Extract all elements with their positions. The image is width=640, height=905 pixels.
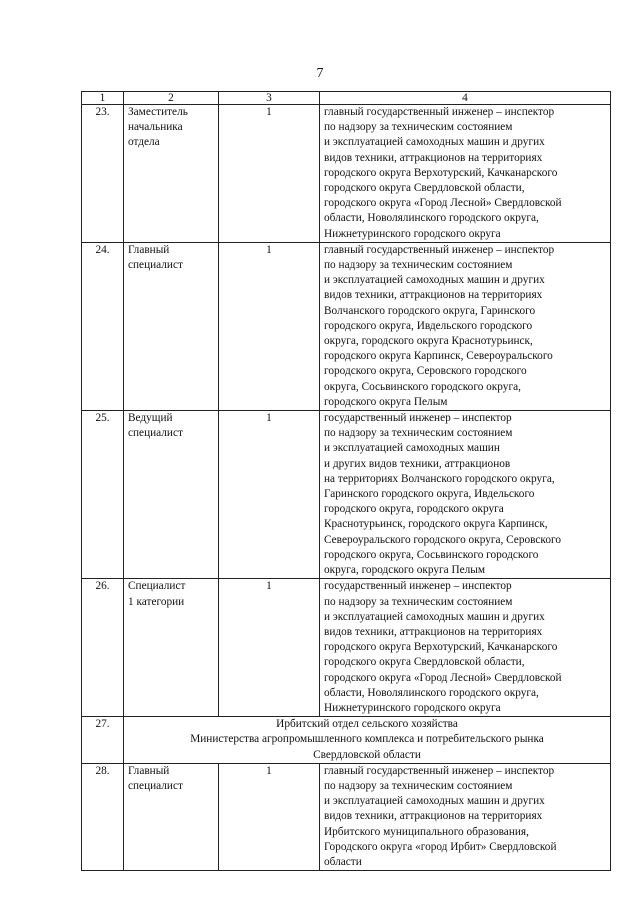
text-line: главный государственный инженер – инспектор <box>324 243 555 256</box>
text-line: округа, городского округа Краснотурьинск, <box>324 335 533 348</box>
header-cell: 3 <box>219 92 320 105</box>
position-title <box>124 763 219 870</box>
text-line: и эксплуатацией самоходных машин <box>324 442 500 455</box>
text-line: и эксплуатацией самоходных машин и других <box>324 795 545 808</box>
row-number: 23. <box>82 105 124 243</box>
text-line: по надзору за техническим состоянием <box>324 427 513 440</box>
text-line: Свердловской области <box>313 748 421 761</box>
position-count: 1 <box>219 242 320 410</box>
text-line: Городского округа «город Ирбит» Свердловской <box>324 840 557 853</box>
text-line: области <box>324 855 362 868</box>
text-line: специалист <box>128 779 183 792</box>
text-line: Нижнетуринского городского округа <box>324 701 501 714</box>
text-line: Волчанского городского округа, Гаринского <box>324 304 536 317</box>
text-line: Главный <box>128 764 170 777</box>
text-line: области, Новолялинского городского округа, <box>324 686 539 699</box>
row-number: 24. <box>82 242 124 410</box>
section-title <box>124 717 611 764</box>
text-line: 1 категории <box>128 595 185 608</box>
text-line: и эксплуатацией самоходных машин и других <box>324 610 545 623</box>
text-line: городского округа, Серовского городского <box>324 365 527 378</box>
table-row <box>82 242 611 410</box>
text-line: Гаринского городского округа, Ивдельского <box>324 488 535 501</box>
section-row <box>82 717 611 764</box>
position-count: 1 <box>219 105 320 243</box>
position-title <box>124 242 219 410</box>
table-row <box>82 411 611 579</box>
text-line: государственный инженер – инспектор <box>324 580 512 593</box>
position-description <box>320 763 611 870</box>
text-line: главный государственный инженер – инспектор <box>324 106 555 118</box>
text-line: начальника <box>128 121 183 134</box>
row-number: 26. <box>82 579 124 717</box>
text-line: видов техники, аттракционов на территориях <box>324 289 543 302</box>
page-number: 7 <box>316 66 324 81</box>
text-line: городского округа, городского округа <box>324 503 504 516</box>
text-line: главный государственный инженер – инспектор <box>324 764 555 777</box>
position-title <box>124 579 219 717</box>
position-count: 1 <box>219 579 320 717</box>
text-line: на территориях Волчанского городского округа, <box>324 472 555 485</box>
text-line: городского округа «Город Лесной» Свердловской <box>324 197 562 210</box>
text-line: специалист <box>128 427 183 440</box>
text-line: городского округа Свердловской области, <box>324 656 525 669</box>
position-title <box>124 105 219 243</box>
text-line: видов техники, аттракционов на территориях <box>324 810 543 823</box>
table-row <box>82 579 611 717</box>
position-count: 1 <box>219 411 320 579</box>
text-line: по надзору за техническим состоянием <box>324 779 513 792</box>
text-line: государственный инженер – инспектор <box>324 412 512 425</box>
text-line: и эксплуатацией самоходных машин и других <box>324 274 545 287</box>
text-line: городского округа «Город Лесной» Свердловской <box>324 671 562 684</box>
position-description <box>320 411 611 579</box>
text-line: городского округа, Сосьвинского городского <box>324 548 539 561</box>
text-line: Специалист <box>128 580 186 593</box>
text-line: видов техники, аттракционов на территориях <box>324 151 543 164</box>
text-line: Краснотурьинск, городского округа Карпинск, <box>324 518 548 531</box>
text-line: городского округа Карпинск, Североуральского <box>324 350 553 363</box>
text-line: и эксплуатацией самоходных машин и других <box>324 136 545 149</box>
text-line: городского округа Верхотурский, Качканарского <box>324 166 558 179</box>
text-line: по надзору за техническим состоянием <box>324 259 513 272</box>
position-description <box>320 242 611 410</box>
text-line: по надзору за техническим состоянием <box>324 121 513 134</box>
row-number: 28. <box>82 763 124 870</box>
text-line: области, Новолялинского городского округа, <box>324 212 539 225</box>
header-cell: 4 <box>320 92 611 105</box>
position-title <box>124 411 219 579</box>
text-line: городского округа Верхотурский, Качканарского <box>324 641 558 654</box>
text-line: Главный <box>128 243 170 256</box>
text-line: Североуральского городского округа, Серовского <box>324 533 561 546</box>
text-line: городского округа Свердловской области, <box>324 182 525 195</box>
position-description <box>320 105 611 243</box>
table-row <box>82 105 611 243</box>
position-description <box>320 579 611 717</box>
text-line: Ирбитского муниципального образования, <box>324 825 529 838</box>
text-line: Министерства агропромышленного комплекса и потребительского рынка <box>190 733 544 746</box>
text-line: округа, Сосьвинского городского округа, <box>324 380 521 393</box>
text-line: Нижнетуринского городского округа <box>324 227 501 240</box>
text-line: Ирбитский отдел сельского хозяйства <box>276 718 458 731</box>
text-line: округа, городского округа Пелым <box>324 564 486 577</box>
text-line: по надзору за техническим состоянием <box>324 595 513 608</box>
row-number: 27. <box>82 717 124 764</box>
text-line: Заместитель <box>128 106 188 118</box>
text-line: отдела <box>128 136 160 149</box>
table-header-row <box>82 92 611 105</box>
row-number: 25. <box>82 411 124 579</box>
table-row <box>82 763 611 870</box>
text-line: городского округа Пелым <box>324 395 448 408</box>
text-line: специалист <box>128 259 183 272</box>
text-line: городского округа, Ивдельского городского <box>324 319 533 332</box>
text-line: видов техники, аттракционов на территориях <box>324 625 543 638</box>
text-line: Ведущий <box>128 412 173 425</box>
text-line: и других видов техники, аттракционов <box>324 457 511 470</box>
position-count: 1 <box>219 763 320 870</box>
positions-table <box>81 91 611 871</box>
header-cell: 1 <box>82 92 124 105</box>
header-cell: 2 <box>124 92 219 105</box>
